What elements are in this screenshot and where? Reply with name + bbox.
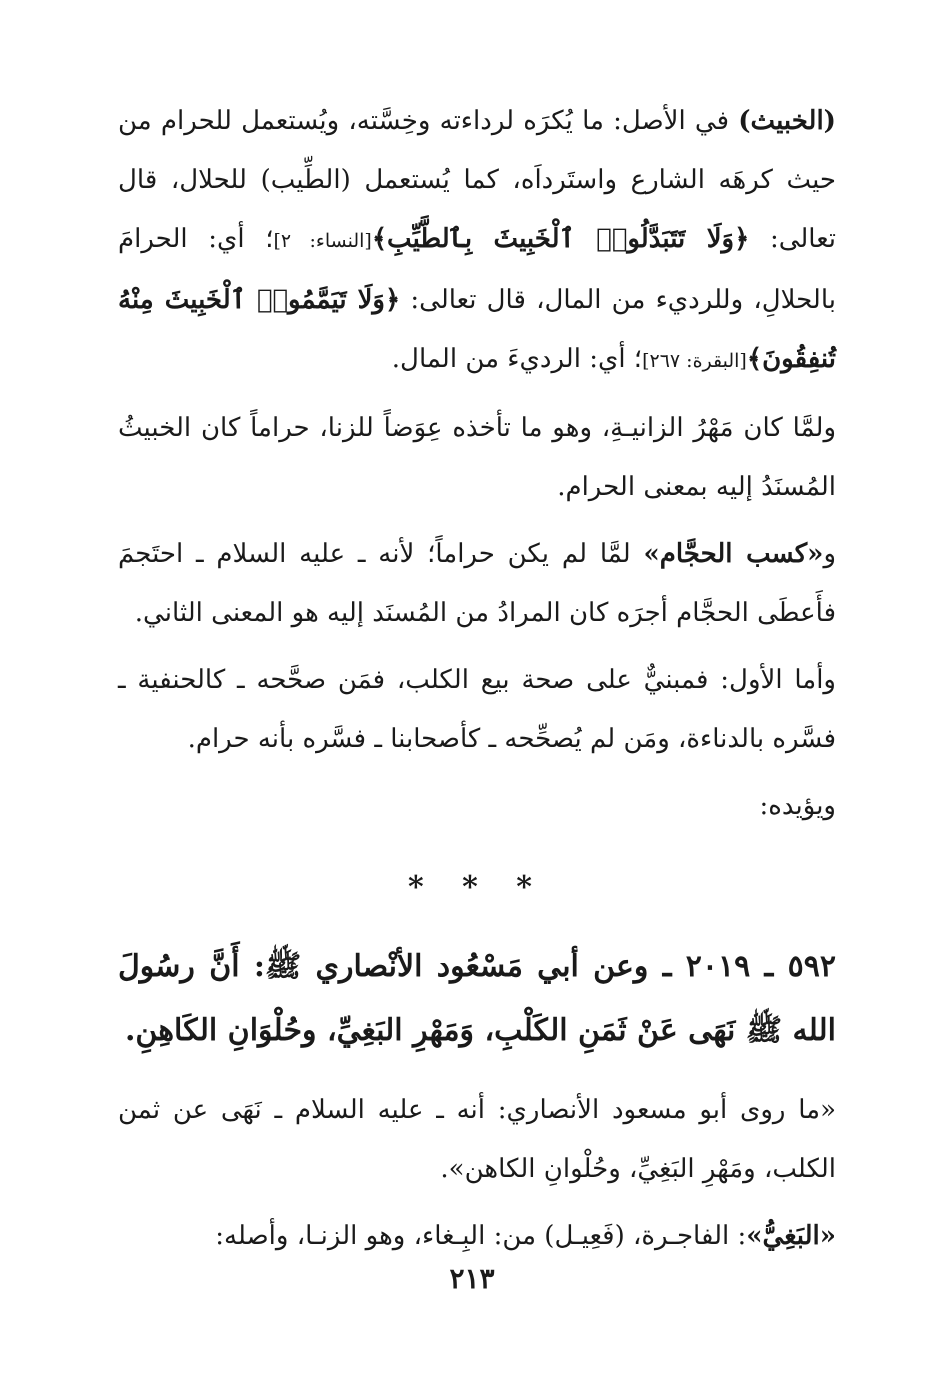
term-baghi: «البَغِيُّ» — [746, 1221, 836, 1251]
text-span: و — [823, 539, 836, 569]
paragraph-yuayyiduh: ويؤيده: — [759, 791, 836, 821]
paragraph-khabith — [118, 92, 836, 391]
hadith-text: ٥٩٢ ـ ٢٠١٩ ـ وعن أبي مَسْعُود الأنْصاري ﷺ: أَنَّ رسُولَ الله ﷺ نَهَى عَنْ ثَمَنِ الكَلْبِ، وَمَهْرِ البَغِيِّ، وحُلْوَانِ الكَاهِنِ. — [118, 949, 836, 1048]
quran-verse: ﴿وَلَا تَيَمَّمُوا۟ ٱلْخَبِيثَ مِنْهُ تُنفِقُونَ﴾ — [118, 285, 836, 374]
verse-reference: [البقرة: ٢٦٧] — [642, 350, 747, 372]
paragraph-riwaya: «ما روى أبو مسعود الأنصاري: أنه ـ عليه السلام ـ نَهَى عن ثمن الكلب، ومَهْرِ البَغِيِّ، وحُلْوانِ الكاهن». — [118, 1095, 836, 1184]
text-span: لمَّا لم يكن حراماً؛ لأنه ـ عليه السلام ـ احتَجمَ فأَعطَى الحجَّام أجرَه كان المرادُ من المُسنَد إليه هو المعنى الثاني. — [118, 539, 836, 628]
term-hajjam: «كسب الحجَّام» — [643, 539, 824, 569]
text-span: ؛ أي: الحرامَ بالحلالِ، وللرديء من المال، قال تعالى: — [118, 224, 836, 315]
text-span: : الفاجـرة، (فَعِيـل) من: البِـغاء، وهو الزنـا، وأصله: — [215, 1221, 747, 1251]
paragraph-mahr: ولمَّا كان مَهْرُ الزانيـةِ، وهو ما تأخذه عِوَضاً للزنا، حراماً كان الخبيثُ المُسنَدُ إليه بمعنى الحرام. — [118, 413, 836, 502]
page-number: ٢١٣ — [449, 1262, 495, 1295]
paragraph-awwal: وأما الأول: فمبنيٌّ على صحة بيع الكلب، فمَن صحَّحه ـ كالحنفية ـ فسَّره بالدناءة، ومَن لم يُصحِّحه ـ كأصحابنا ـ فسَّره بأنه حرام. — [118, 665, 836, 754]
verse-reference: [النساء: ٢] — [273, 230, 372, 252]
section-divider-stars: * * * — [408, 870, 546, 905]
paragraph-baghi — [118, 1207, 836, 1266]
term-khabith: (الخبيث) — [738, 106, 836, 136]
paragraph-hajjam — [118, 525, 836, 643]
quran-verse: ﴿وَلَا تَتَبَدَّلُوا۟ ٱلْخَبِيثَ بِٱلطَّيِّبِ﴾ — [371, 224, 750, 254]
text-span: ؛ أي: الرديءَ من المال. — [391, 344, 643, 374]
text-span: في الأصل: ما يُكرَه لرداءته وخِسَّته، ويُستعمل للحرام من حيث كرهَه الشارع واستَرداَه، كما يُستعمل (الطِّيب) للحلال، قال تعالى: — [118, 106, 836, 254]
